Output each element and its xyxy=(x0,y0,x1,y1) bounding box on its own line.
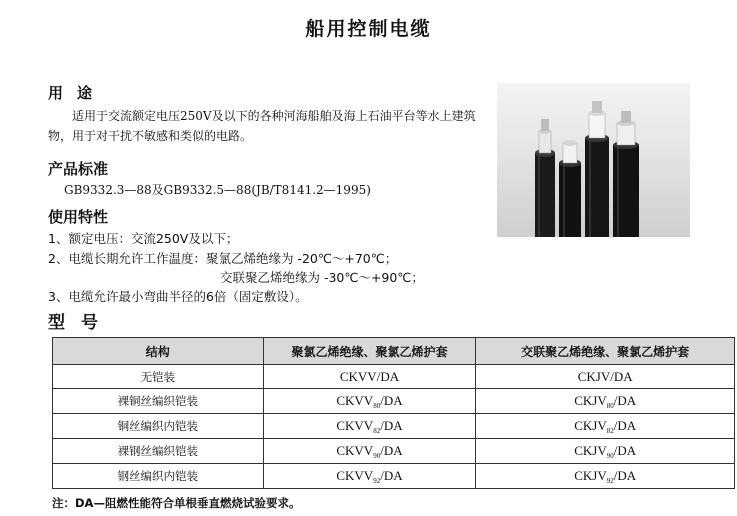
table-row xyxy=(53,439,735,464)
cell-xlpe-model xyxy=(476,464,735,489)
model-code: $CKVV_{82}/DA$ xyxy=(336,417,403,435)
model-code: $CKJV_{82}/DA$ xyxy=(574,417,637,435)
header-pvc: 聚氯乙烯绝缘、聚氯乙烯护套 xyxy=(263,338,476,365)
cell-structure: 裸钢丝编织铠装 xyxy=(53,439,264,464)
cell-pvc-model xyxy=(263,464,476,489)
model-code: CKVV/DA xyxy=(339,368,400,384)
header-xlpe: 交联聚乙烯绝缘、聚氯乙烯护套 xyxy=(476,338,735,365)
table-row xyxy=(53,464,735,489)
feature-item: 交联聚乙烯绝缘为 -30℃～+90℃； xyxy=(220,270,424,285)
page-title: 船用控制电缆 xyxy=(305,18,432,40)
table-row xyxy=(53,414,735,439)
cell-structure: 无铠装 xyxy=(53,365,264,389)
model-code: $CKVV_{90}/DA$ xyxy=(336,442,403,460)
usage-text: 适用于交流额定电压250V及以下的各种河海船舶及海上石油平台等水上建筑物，用于对干扰不敏感和类似的电路。 xyxy=(48,109,476,143)
cell-structure: 铜丝编织内铠装 xyxy=(53,414,264,439)
cell-xlpe-model xyxy=(476,389,735,414)
model-table xyxy=(52,337,735,489)
table-row xyxy=(53,365,735,389)
features-heading: 使用特性 xyxy=(48,208,109,226)
cell-xlpe-model xyxy=(476,414,735,439)
model-code: $CKVV_{80}/DA$ xyxy=(336,392,403,410)
header-structure: 结构 xyxy=(53,338,264,365)
cell-pvc-model xyxy=(263,365,476,389)
cell-pvc-model xyxy=(263,389,476,414)
table-header-row xyxy=(53,338,735,365)
model-code: $CKJV_{90}/DA$ xyxy=(574,442,637,460)
model-code: $CKJV_{80}/DA$ xyxy=(574,392,637,410)
cell-pvc-model xyxy=(263,439,476,464)
models-heading: 型号 xyxy=(48,313,114,333)
cell-pvc-model xyxy=(263,414,476,439)
feature-item: 3、电缆允许最小弯曲半径的6倍（固定敷设）。 xyxy=(48,289,308,304)
cable-product-photo xyxy=(497,83,690,237)
model-code: $CKVV_{92}/DA$ xyxy=(336,467,403,485)
model-code: CKJV/DA xyxy=(577,368,633,384)
cell-xlpe-model xyxy=(476,365,735,389)
cell-structure: 钢丝编织内铠装 xyxy=(53,464,264,489)
usage-heading: 用途 xyxy=(48,84,107,102)
cell-xlpe-model xyxy=(476,439,735,464)
footnote: 注：DA—阻燃性能符合单根垂直燃烧试验要求。 xyxy=(52,496,301,510)
feature-item: 2、电缆长期允许工作温度：聚氯乙烯绝缘为 -20℃～+70℃； xyxy=(48,251,398,266)
standard-text: GB9332.3—88及GB9332.5—88(JB/T8141.2—1995) xyxy=(64,183,371,197)
cable-illustration xyxy=(497,83,690,237)
standard-heading: 产品标准 xyxy=(48,160,109,178)
model-code: $CKJV_{92}/DA$ xyxy=(574,467,637,485)
feature-item: 1、额定电压：交流250V及以下； xyxy=(48,231,239,246)
table-row xyxy=(53,389,735,414)
cell-structure: 裸铜丝编织铠装 xyxy=(53,389,264,414)
